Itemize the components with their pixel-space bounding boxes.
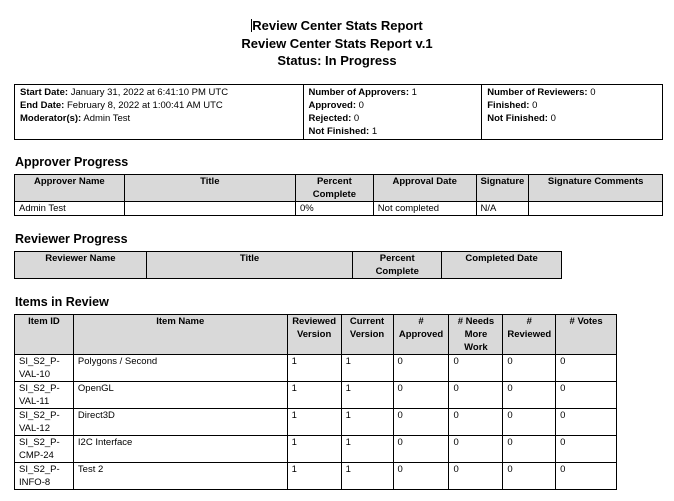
summary-approvers-cell: Number of Approvers: 1 Approved: 0 Rejected: 0 Not Finished: 1 <box>303 85 482 140</box>
approver-progress-heading: Approver Progress <box>15 155 129 169</box>
table-row: SI_S2_P-CMP-24 I2C Interface 1 1 0 0 0 0 <box>15 436 617 463</box>
summary-dates-cell: Start Date: January 31, 2022 at 6:41:10 PM UTC End Date: February 8, 2022 at 1:00:41 AM UTC Moderator(s): Admin Test <box>15 85 304 140</box>
summary-reviewers-cell: Number of Reviewers: 0 Finished: 0 Not Finished: 0 <box>482 85 663 140</box>
table-row: Admin Test 0% Not completed N/A <box>15 202 663 216</box>
report-title: Review Center Stats Report <box>252 18 423 33</box>
reviewer-header-row: Reviewer Name Title Percent Complete Completed Date <box>15 252 562 279</box>
table-row: SI_S2_P-INFO-8 Test 2 1 1 0 0 0 0 <box>15 463 617 490</box>
reviewer-progress-heading: Reviewer Progress <box>15 232 128 246</box>
items-header-row: Item ID Item Name Reviewed Version Current Version # Approved # Needs More Work # Reviewed # Votes <box>15 315 617 355</box>
finished-count: 0 <box>532 100 538 111</box>
not-finished-count: 1 <box>371 126 378 137</box>
table-row: SI_S2_P-VAL-10 Polygons / Second 1 1 0 0 0 0 <box>15 355 617 382</box>
approved-count: 0 <box>358 100 364 111</box>
reviewers-not-finished-count: 0 <box>550 113 556 124</box>
table-row: SI_S2_P-VAL-12 Direct3D 1 1 0 0 0 0 <box>15 409 617 436</box>
reviewers-count: 0 <box>590 87 596 98</box>
approver-header-row: Approver Name Title Percent Complete Approval Date Signature Signature Comments <box>15 175 663 202</box>
end-date: February 8, 2022 at 1:00:41 AM UTC <box>66 100 223 111</box>
rejected-count: 0 <box>353 113 360 124</box>
start-date: January 31, 2022 at 6:41:10 PM UTC <box>70 87 229 98</box>
items-in-review-heading: Items in Review <box>15 295 109 309</box>
table-row: SI_S2_P-VAL-11 OpenGL 1 1 0 0 0 0 <box>15 382 617 409</box>
summary-table <box>14 84 663 140</box>
reviewer-progress-table <box>14 251 562 279</box>
report-subtitle: Review Center Stats Report v.1 <box>241 35 433 51</box>
approver-progress-table <box>14 174 663 216</box>
report-status: Status: In Progress <box>277 53 397 68</box>
report-header <box>0 17 674 70</box>
items-in-review-table <box>14 314 617 490</box>
approvers-count: 1 <box>411 87 417 98</box>
moderator: Admin Test <box>83 113 131 124</box>
